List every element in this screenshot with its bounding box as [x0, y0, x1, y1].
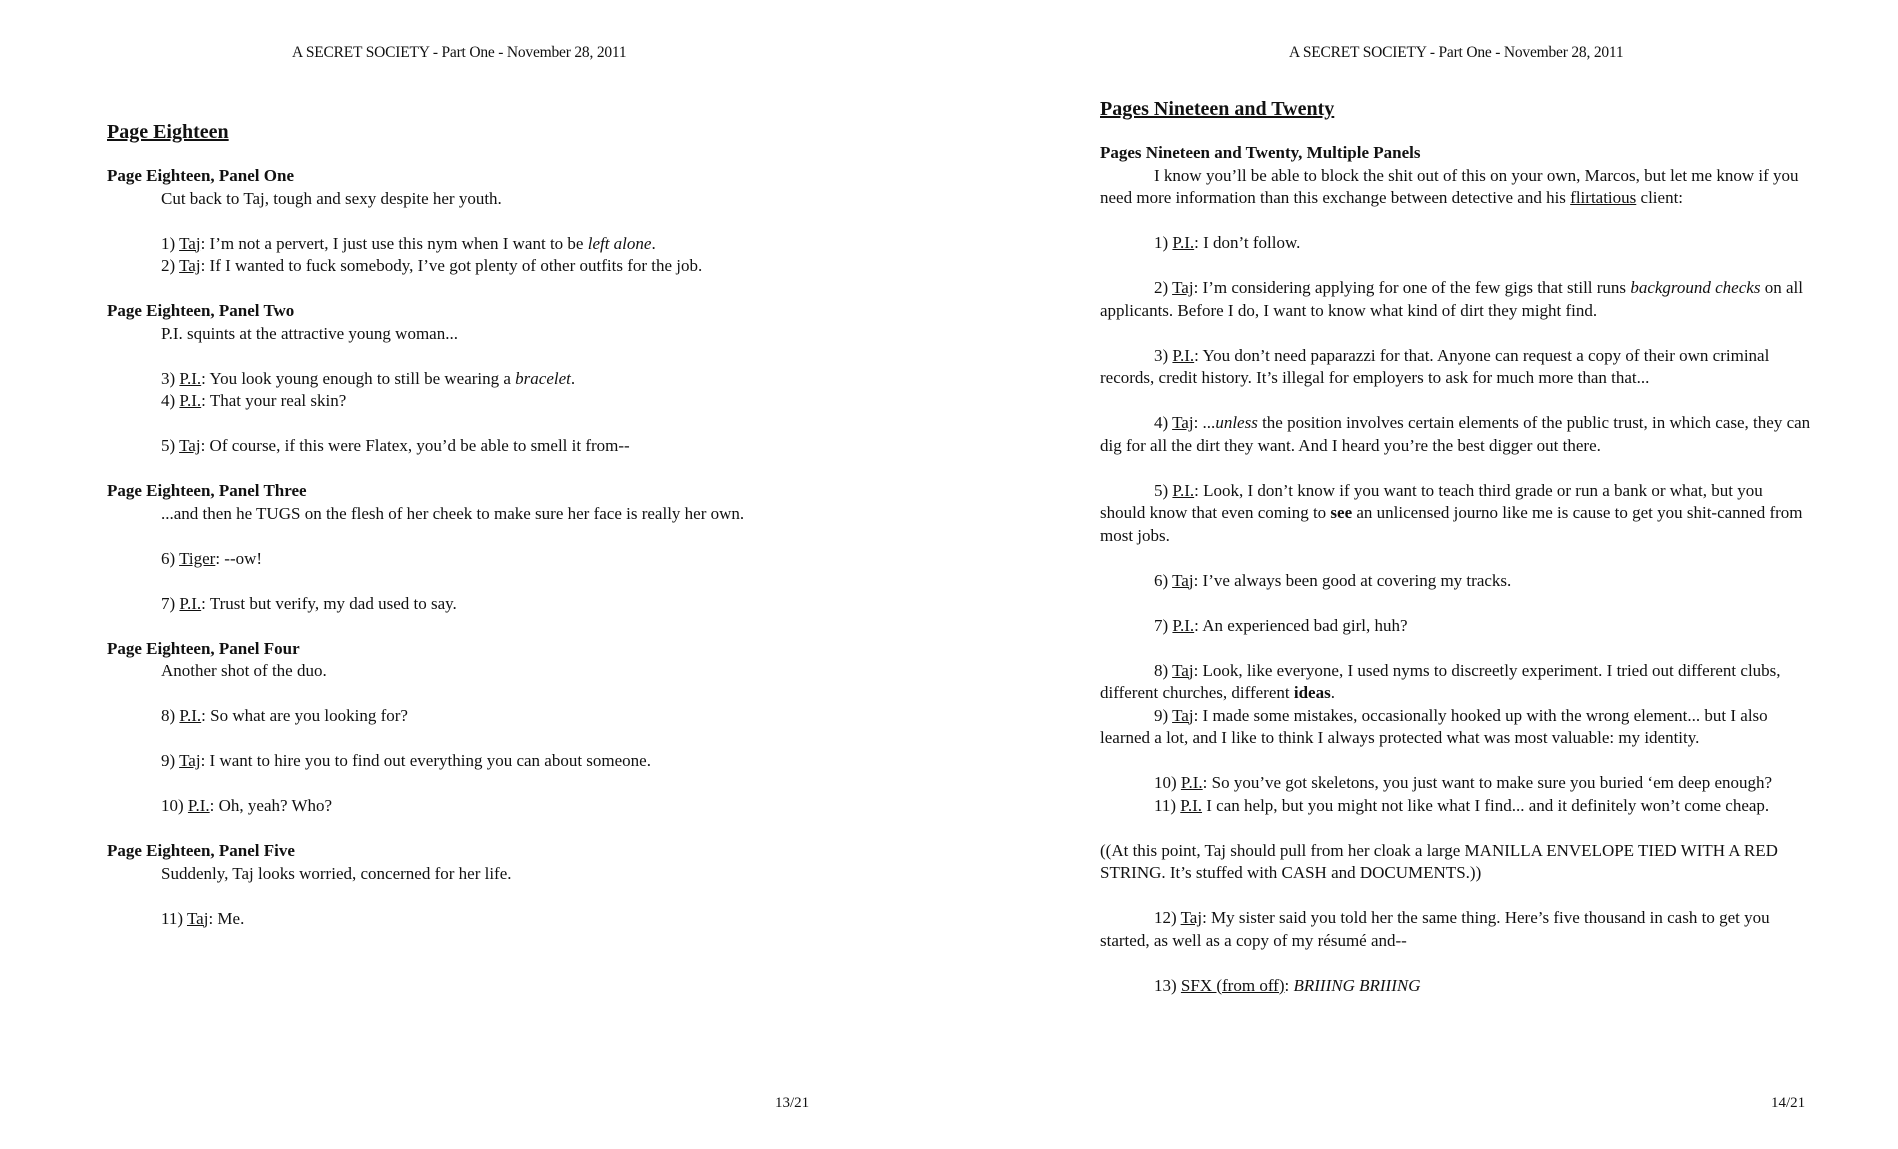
speaker: SFX (from off) — [1180, 975, 1285, 995]
dialogue-line: 5) P.I.: Look, I don’t know if you want to teach third grade or run a bank or what, but you should know that even coming to see an unlicensed journo like me is cause to get you shit-canned from most jobs. — [1100, 480, 1803, 545]
panel-heading: Pages Nineteen and Twenty, Multiple Panels — [1100, 143, 1421, 162]
panel-heading: Page Eighteen, Panel Five — [107, 841, 295, 860]
panel-heading: Page Eighteen, Panel Four — [107, 638, 300, 658]
dialogue-line: 1) P.I.: I don’t follow. — [1154, 233, 1301, 252]
speaker: P.I. — [1172, 480, 1195, 500]
dialogue-line: 5) Taj: Of course, if this were Flatex, you’d be able to smell it from-- — [161, 436, 630, 455]
panel-description: P.I. squints at the attractive young woman... — [161, 323, 458, 343]
speaker: Tiger — [179, 548, 216, 568]
panel-heading: Page Eighteen, Panel Three — [107, 481, 307, 500]
running-header: A SECRET SOCIETY - Part One - November 28, 2011 — [1289, 44, 1624, 61]
left-page-body — [107, 120, 807, 930]
panel-description: Another shot of the duo. — [161, 661, 327, 680]
speaker: P.I. — [179, 706, 202, 725]
running-header: A SECRET SOCIETY - Part One - November 28, 2011 — [292, 44, 627, 61]
dialogue-line: 3) P.I.: You don’t need paparazzi for that. Anyone can request a copy of their own criminal records, credit history. It’s illegal for employers to ask for much more than that... — [1100, 345, 1770, 387]
speaker: Taj — [1172, 660, 1194, 680]
speaker: P.I. — [1172, 345, 1195, 365]
panel-four — [107, 638, 807, 818]
dialogue-line: 6) Tiger: --ow! — [161, 548, 263, 568]
page-heading: Pages Nineteen and Twenty — [1100, 98, 1335, 120]
sfx-line: 13) SFX (from off): BRIIING BRIIING — [1154, 975, 1421, 995]
speaker: Taj — [179, 256, 201, 275]
page-number: 14/21 — [1771, 1095, 1806, 1111]
speaker: Taj — [1172, 278, 1194, 297]
dialogue-line: 8) Taj: Look, like everyone, I used nyms to discreetly experiment. I tried out different clubs, different churches, different ideas. — [1100, 660, 1781, 702]
speaker: P.I. — [179, 593, 202, 613]
dialogue-line: 11) Taj: Me. — [161, 908, 245, 928]
dialogue-line: 2) Taj: I’m considering applying for one of the few gigs that still runs background checks on all applicants. Before I do, I want to know what kind of dirt they might find. — [1100, 278, 1803, 320]
dialogue-line: 11) P.I. I can help, but you might not like what I find... and it definitely won’t come cheap. — [1154, 795, 1770, 815]
speaker: P.I. — [1180, 795, 1203, 815]
right-page — [949, 0, 1898, 1149]
speaker: P.I. — [1180, 773, 1203, 792]
speaker: Taj — [179, 751, 201, 770]
dialogue-line: 1) Taj: I’m not a pervert, I just use this nym when I want to be left alone. — [161, 233, 656, 253]
speaker: Taj — [1172, 570, 1194, 590]
speaker: Taj — [1172, 705, 1194, 725]
dialogue-line: 3) P.I.: You look young enough to still be wearing a bracelet. — [161, 368, 576, 388]
speaker: Taj — [179, 233, 201, 253]
right-page-body — [1100, 97, 1812, 997]
dialogue-line: 12) Taj: My sister said you told her the same thing. Here’s five thousand in cash to get you started, as well as a copy of my résumé and-- — [1100, 908, 1770, 950]
panel-description: ...and then he TUGS on the flesh of her cheek to make sure her face is really her own. — [161, 503, 745, 523]
dialogue-line: 6) Taj: I’ve always been good at covering my tracks. — [1154, 570, 1512, 590]
panel-description: Suddenly, Taj looks worried, concerned for her life. — [161, 863, 512, 883]
speaker: P.I. — [179, 391, 202, 410]
speaker: P.I. — [1172, 233, 1195, 252]
page-heading: Page Eighteen — [107, 121, 229, 143]
dialogue-line: 7) P.I.: Trust but verify, my dad used to say. — [161, 593, 457, 613]
panel-one — [107, 165, 807, 278]
speaker: Taj — [1172, 413, 1194, 432]
stage-note: ((At this point, Taj should pull from her cloak a large MANILLA ENVELOPE TIED WITH A RED STRING. It’s stuffed with CASH and DOCUMENTS.)) — [1100, 840, 1778, 882]
panel-heading: Page Eighteen, Panel One — [107, 166, 294, 185]
speaker: P.I. — [1172, 615, 1195, 635]
dialogue-line: 8) P.I.: So what are you looking for? — [161, 706, 408, 725]
speaker: Taj — [179, 436, 201, 455]
panel-heading: Page Eighteen, Panel Two — [107, 301, 295, 320]
page-number: 13/21 — [775, 1095, 810, 1111]
dialogue-line: 10) P.I.: So you’ve got skeletons, you just want to make sure you buried ‘em deep enough? — [1154, 773, 1773, 792]
panel-two — [107, 300, 807, 458]
dialogue-line: 10) P.I.: Oh, yeah? Who? — [161, 796, 333, 815]
speaker: Taj — [186, 908, 209, 928]
speaker: Taj — [1180, 908, 1203, 927]
panel-five — [107, 840, 807, 930]
dialogue-line: 2) Taj: If I wanted to fuck somebody, I’ve got plenty of other outfits for the job. — [161, 256, 703, 275]
panel-description: Cut back to Taj, tough and sexy despite her youth. — [161, 188, 502, 208]
dialogue-line: 9) Taj: I want to hire you to find out everything you can about someone. — [161, 751, 651, 770]
dialogue-line: 4) Taj: ...unless the position involves certain elements of the public trust, in which case, they can dig for all the dirt they want. And I heard you’re the best digger out there. — [1100, 413, 1811, 455]
dialogue-line: 9) Taj: I made some mistakes, occasionally hooked up with the wrong element... but I also learned a lot, and I like to think I always protected what was most valuable: my identity. — [1100, 705, 1768, 747]
dialogue-line: 7) P.I.: An experienced bad girl, huh? — [1154, 615, 1408, 635]
speaker: P.I. — [187, 796, 210, 815]
intro-paragraph: I know you’ll be able to block the shit out of this on your own, Marcos, but let me know if you need more information than this exchange between detective and his flirtatious client: — [1100, 165, 1799, 207]
panel-three — [107, 480, 807, 615]
speaker: P.I. — [179, 368, 202, 388]
dialogue-line: 4) P.I.: That your real skin? — [161, 391, 347, 410]
